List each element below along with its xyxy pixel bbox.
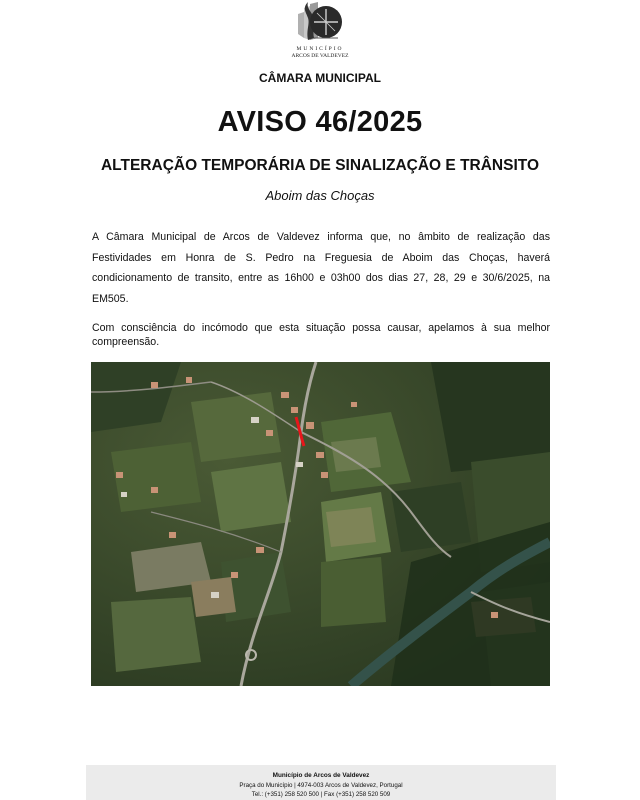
footer-name: Município de Arcos de Valdevez xyxy=(272,772,370,779)
coat-of-arms-icon xyxy=(284,0,356,46)
organization-heading: CÂMARA MUNICIPAL xyxy=(259,71,381,85)
notice-location: Aboim das Choças xyxy=(265,188,375,203)
logo-text-municipio: MUNICÍPIO xyxy=(296,46,344,52)
aerial-map-image xyxy=(91,362,550,686)
logo-text-name: ARCOS DE VALDEVEZ xyxy=(291,53,349,59)
footer xyxy=(86,765,556,800)
aerial-photo xyxy=(91,362,550,686)
footer-contacts: Tel.: (+351) 258 520 500 | Fax (+351) 258 520 509 xyxy=(251,791,391,798)
notice-subtitle: ALTERAÇÃO TEMPORÁRIA DE SINALIZAÇÃO E TRÂNSITO xyxy=(100,157,540,174)
notice-paragraph-2: Com consciência do incómodo que esta situação possa causar, apelamos à sua melhor compreensão. xyxy=(92,322,550,348)
footer-address: Praça do Município | 4974-003 Arcos de Valdevez, Portugal xyxy=(239,782,403,789)
notice-title: AVISO 46/2025 xyxy=(217,106,423,138)
notice-paragraph-1: A Câmara Municipal de Arcos de Valdevez informa que, no âmbito de realização das Festividades em Honra de S. Pedro na Freguesia de Aboim das Choças, haverá condicionamento de transito, entre as 16h00 e 03h00 dos dias 27, 28, 29 e 30/6/2025, na EM505. xyxy=(92,231,550,305)
